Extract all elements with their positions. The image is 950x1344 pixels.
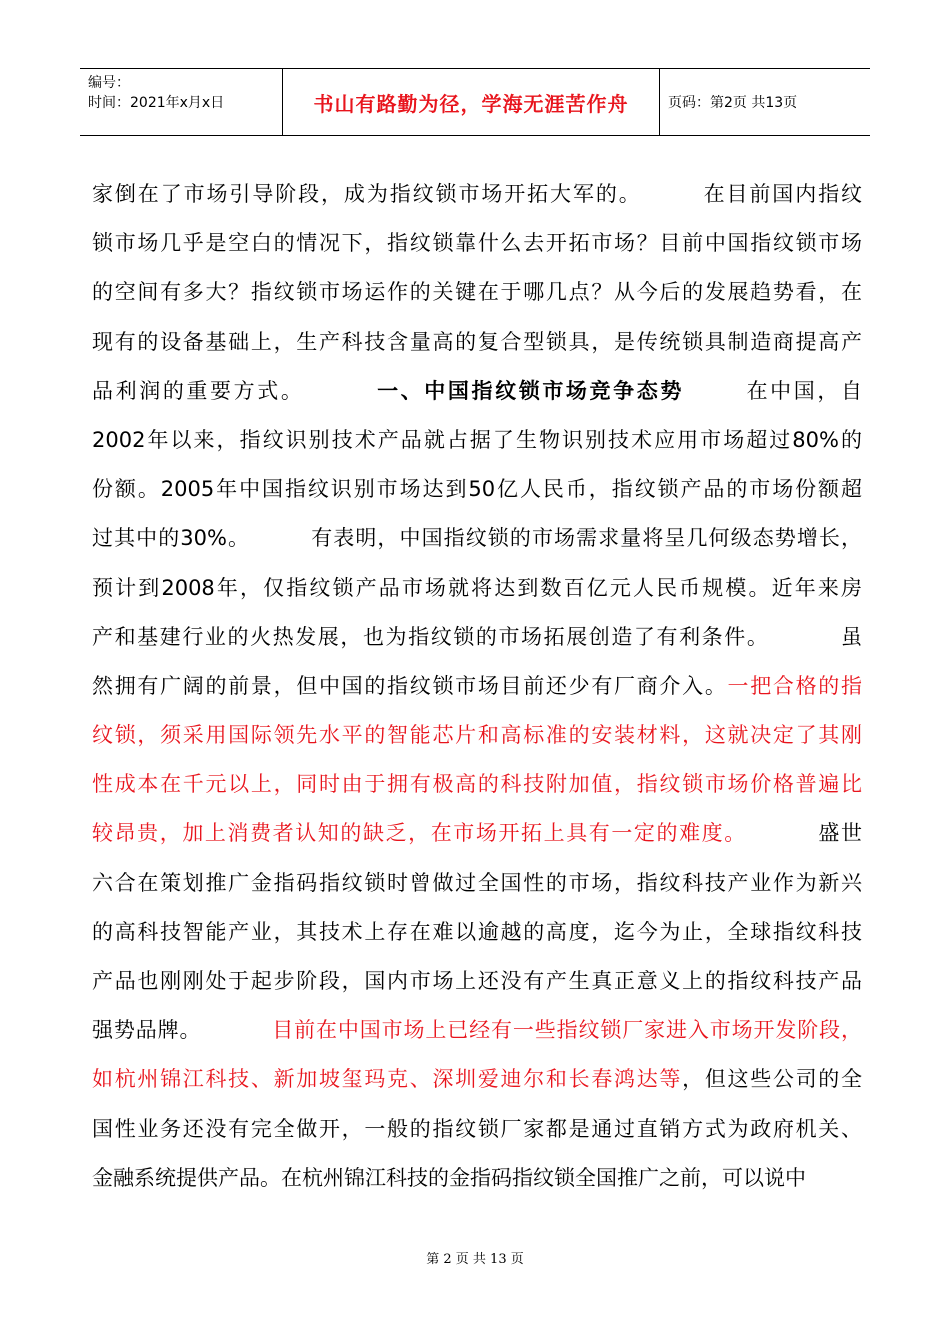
- text-line: [92, 662, 862, 711]
- page-header: [80, 68, 870, 136]
- text-line: [92, 613, 862, 662]
- text-line: [92, 1055, 862, 1104]
- text-line: [92, 318, 862, 367]
- body-text-span: 份额。2005年中国指纹识别市场达到50亿人民币，指纹锁产品的市场份额超: [92, 477, 862, 502]
- text-line: [92, 908, 862, 957]
- body-text-span: 预计到2008年，仅指纹锁产品市场就将达到数百亿元人民币规模。近年来房: [92, 575, 862, 600]
- body-text-span: 盛世: [816, 821, 862, 846]
- text-line: [92, 514, 862, 563]
- body-text-span: 的高科技智能产业，其技术上存在难以逾越的高度，迄今为止，全球指纹科技: [92, 919, 862, 944]
- body-text-span: 然拥有广阔的前景，但中国的指纹锁市场目前还少有厂商介入。: [92, 673, 728, 698]
- body-text-span: 家倒在了市场引导阶段，成为指纹锁市场开拓大军的。: [92, 182, 642, 206]
- text-line: [92, 809, 862, 858]
- document-date: 时间：2021年x月x日: [88, 95, 225, 111]
- page-footer: 第 2 页 共 13 页: [426, 1252, 524, 1267]
- text-line: [92, 564, 862, 613]
- highlighted-text: 目前在中国市场上已经有一些指纹锁厂家进入市场开发阶段，: [271, 1018, 862, 1043]
- header-page-info: 页码：第2页 共13页: [668, 95, 798, 111]
- document-number: 编号：: [88, 75, 130, 91]
- text-line: [92, 367, 862, 416]
- header-meta: [80, 69, 282, 135]
- document-body: [92, 170, 862, 1203]
- section-heading: 一、中国指纹锁市场竞争态势: [374, 378, 684, 403]
- highlighted-text: 如杭州锦江科技、新加坡玺玛克、深圳爱迪尔和长春鸿达等: [92, 1067, 683, 1092]
- text-line: [92, 268, 862, 317]
- body-text-span: 金融系统提供产品。在杭州锦江科技的金指码指纹锁全国推广之前，可以说中: [92, 1165, 806, 1190]
- header-motto: 书山有路勤为径，学海无涯苦作舟: [282, 69, 660, 135]
- text-line: [92, 219, 862, 268]
- text-line: [92, 957, 862, 1006]
- body-text-span: 现有的设备基础上，生产科技含量高的复合型锁具，是传统锁具制造商提高产: [92, 329, 862, 354]
- body-text-span: 在目前国内指纹: [701, 182, 862, 206]
- highlighted-text: 纹锁，须采用国际领先水平的智能芯片和高标准的安装材料，这就决定了其刚: [92, 723, 862, 748]
- body-text-span: 品利润的重要方式。: [92, 378, 305, 403]
- body-text-span: 锁市场几乎是空白的情况下，指纹锁靠什么去开拓市场？目前中国指纹锁市场: [92, 231, 862, 256]
- body-text-span: 强势品牌。: [92, 1018, 202, 1043]
- text-line: [92, 416, 862, 465]
- body-text-span: 有表明，中国指纹锁的市场需求量将呈几何级态势增长，: [310, 526, 862, 551]
- highlighted-text: 较昂贵，加上消费者认知的缺乏，在市场开拓上具有一定的难度。: [92, 821, 747, 846]
- highlighted-text: 性成本在千元以上，同时由于拥有极高的科技附加值，指纹锁市场价格普遍比: [92, 772, 862, 797]
- text-line: [92, 170, 862, 219]
- body-text-span: 国性业务还没有完全做开，一般的指纹锁厂家都是通过直销方式为政府机关、: [92, 1116, 862, 1141]
- text-line: [92, 1105, 862, 1154]
- body-text-span: 过其中的30%。: [92, 526, 251, 551]
- text-line: [92, 760, 862, 809]
- body-text-span: 2002年以来，指纹识别技术产品就占据了生物识别技术应用市场超过80%的: [92, 427, 862, 452]
- body-text-span: 产和基建行业的火热发展，也为指纹锁的市场拓展创造了有利条件。: [92, 624, 770, 649]
- text-line: [92, 1006, 862, 1055]
- text-line: [92, 465, 862, 514]
- body-text-span: 产品也刚刚处于起步阶段，国内市场上还没有产生真正意义上的指纹科技产品: [92, 969, 862, 993]
- body-text-span: 的空间有多大？指纹锁市场运作的关键在于哪几点？从今后的发展趋势看，在: [92, 280, 862, 305]
- highlighted-text: 一把合格的指: [727, 673, 862, 698]
- body-text-span: 六合在策划推广金指码指纹锁时曾做过全国性的市场，指纹科技产业作为新兴: [92, 870, 862, 895]
- text-line: [92, 711, 862, 760]
- body-text-span: 虽: [839, 624, 862, 649]
- text-line: [92, 1154, 862, 1203]
- body-text-span: 在中国，自: [743, 378, 862, 403]
- body-text-span: ，但这些公司的全: [682, 1067, 862, 1092]
- text-line: [92, 859, 862, 908]
